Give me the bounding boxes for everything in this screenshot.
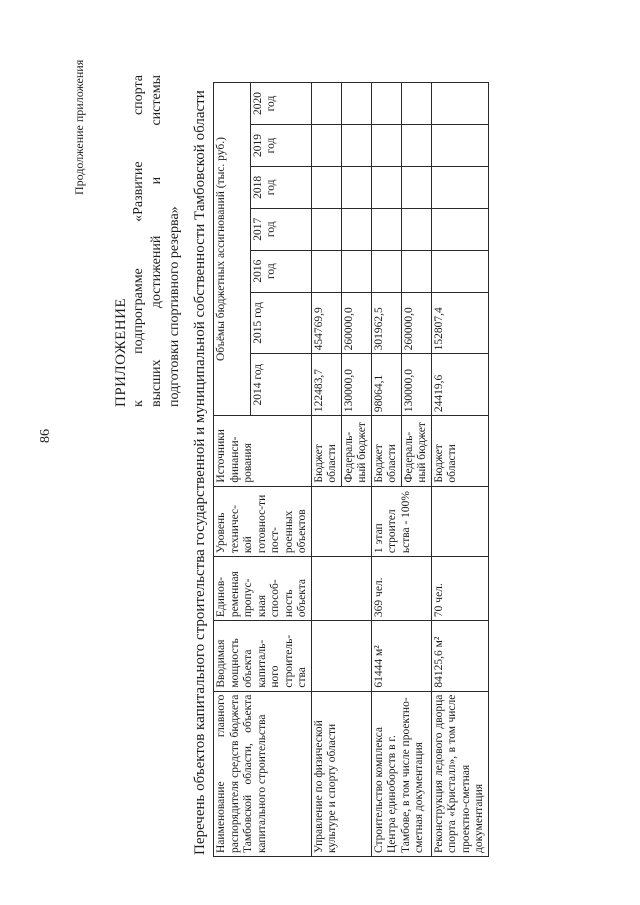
funding-value [371,250,401,292]
funding-value [311,125,341,167]
object-capacity [311,621,371,692]
funding-value: 454769,9 [311,292,341,354]
table-row [371,83,401,857]
year-header: 2014 год [250,354,311,416]
header-volumes: Объёмы бюджетных ассигнований (тыс. руб.) [214,83,251,416]
funding-value [401,125,431,167]
funding-value: 152807,4 [431,292,488,354]
year-header: 2015 год [250,292,311,354]
funding-value: 24419,6 [431,354,488,416]
funding-value [431,125,488,167]
header-name: Наименование главного распорядителя средств бюджета Тамбовской области, объекта капитального строительства [214,691,312,856]
object-name: Строительство комплекса Центра единоборств в г. Тамбове, в том числе проектно-сметная документация [371,691,431,856]
year-header: 2019 год [250,125,311,167]
table-title: Перечень объектов капитального строительства государственной и муниципальной собственности Тамбовской области [192,90,208,855]
object-capacity: 61444 м² [371,621,431,692]
funding-value: 130000,0 [401,354,431,416]
appendix-line-1: к подпрограмме «Развитие спорта [131,75,146,407]
funding-value [311,250,341,292]
funding-value [431,250,488,292]
year-header: 2020 год [250,83,311,125]
funding-value [401,83,431,125]
object-throughput: 70 чел. [431,557,488,621]
funding-value [341,166,371,208]
rotated-page [70,45,630,875]
funding-value [311,208,341,250]
header-throughput: Единов-ременная пропус-кная способ-ность объекта [214,557,312,621]
funding-source: Федераль-ный бюджет [341,416,371,487]
object-readiness [431,486,488,557]
funding-value [401,166,431,208]
object-throughput [311,557,371,621]
header-capacity: Вводимая мощность объекта капиталь-ного строитель-ства [214,621,312,692]
funding-value: 301962,5 [371,292,401,354]
object-name: Реконструкция ледового дворца спорта «Кристалл», в том числе проектно-сметная документация [431,691,488,856]
funding-value [371,166,401,208]
funding-value: 130000,0 [341,354,371,416]
funding-value [431,83,488,125]
funding-value [341,125,371,167]
funding-source: Бюджет области [311,416,341,487]
funding-value: 122483,7 [311,354,341,416]
object-readiness [311,486,371,557]
funding-value: 98064,1 [371,354,401,416]
object-capacity: 84125,6 м² [431,621,488,692]
object-throughput: 369 чел. [371,557,431,621]
funding-value [341,250,371,292]
header-row [214,83,251,857]
funding-value [371,83,401,125]
funding-value [431,208,488,250]
funding-source: Федераль-ный бюджет [401,416,431,487]
header-funding: Источники финанси-рования [214,416,312,487]
page-number: 86 [38,429,53,443]
year-header: 2017 год [250,208,311,250]
table-row [431,83,488,857]
funding-value [311,83,341,125]
funding-source: Бюджет области [371,416,401,487]
funding-value [401,250,431,292]
appendix-line-3: подготовки спортивного резерва» [167,206,182,407]
appendix-heading: ПРИЛОЖЕНИЕ [113,297,129,407]
table-row [311,83,341,857]
appendix-header [112,75,184,407]
funding-source: Бюджет области [431,416,488,487]
header-readiness: Уровень техничес-кой готовнос-ти пост-роенных объектов [214,486,312,557]
funding-value [341,83,371,125]
continuation-label: Продолжение приложения [72,59,86,195]
year-header: 2018 год [250,166,311,208]
funding-value [401,208,431,250]
funding-value [371,208,401,250]
appendix-line-2: высших достижений и системы [149,75,164,407]
funding-value [431,166,488,208]
object-readiness: 1 этап строител ьства - 100% [371,486,431,557]
year-header: 2016 год [250,250,311,292]
funding-value [341,208,371,250]
object-name: Управление по физической культуре и спорту области [311,691,371,856]
funding-value [371,125,401,167]
objects-table [213,82,489,857]
funding-value: 260000,0 [341,292,371,354]
funding-value [311,166,341,208]
funding-value: 260000,0 [401,292,431,354]
